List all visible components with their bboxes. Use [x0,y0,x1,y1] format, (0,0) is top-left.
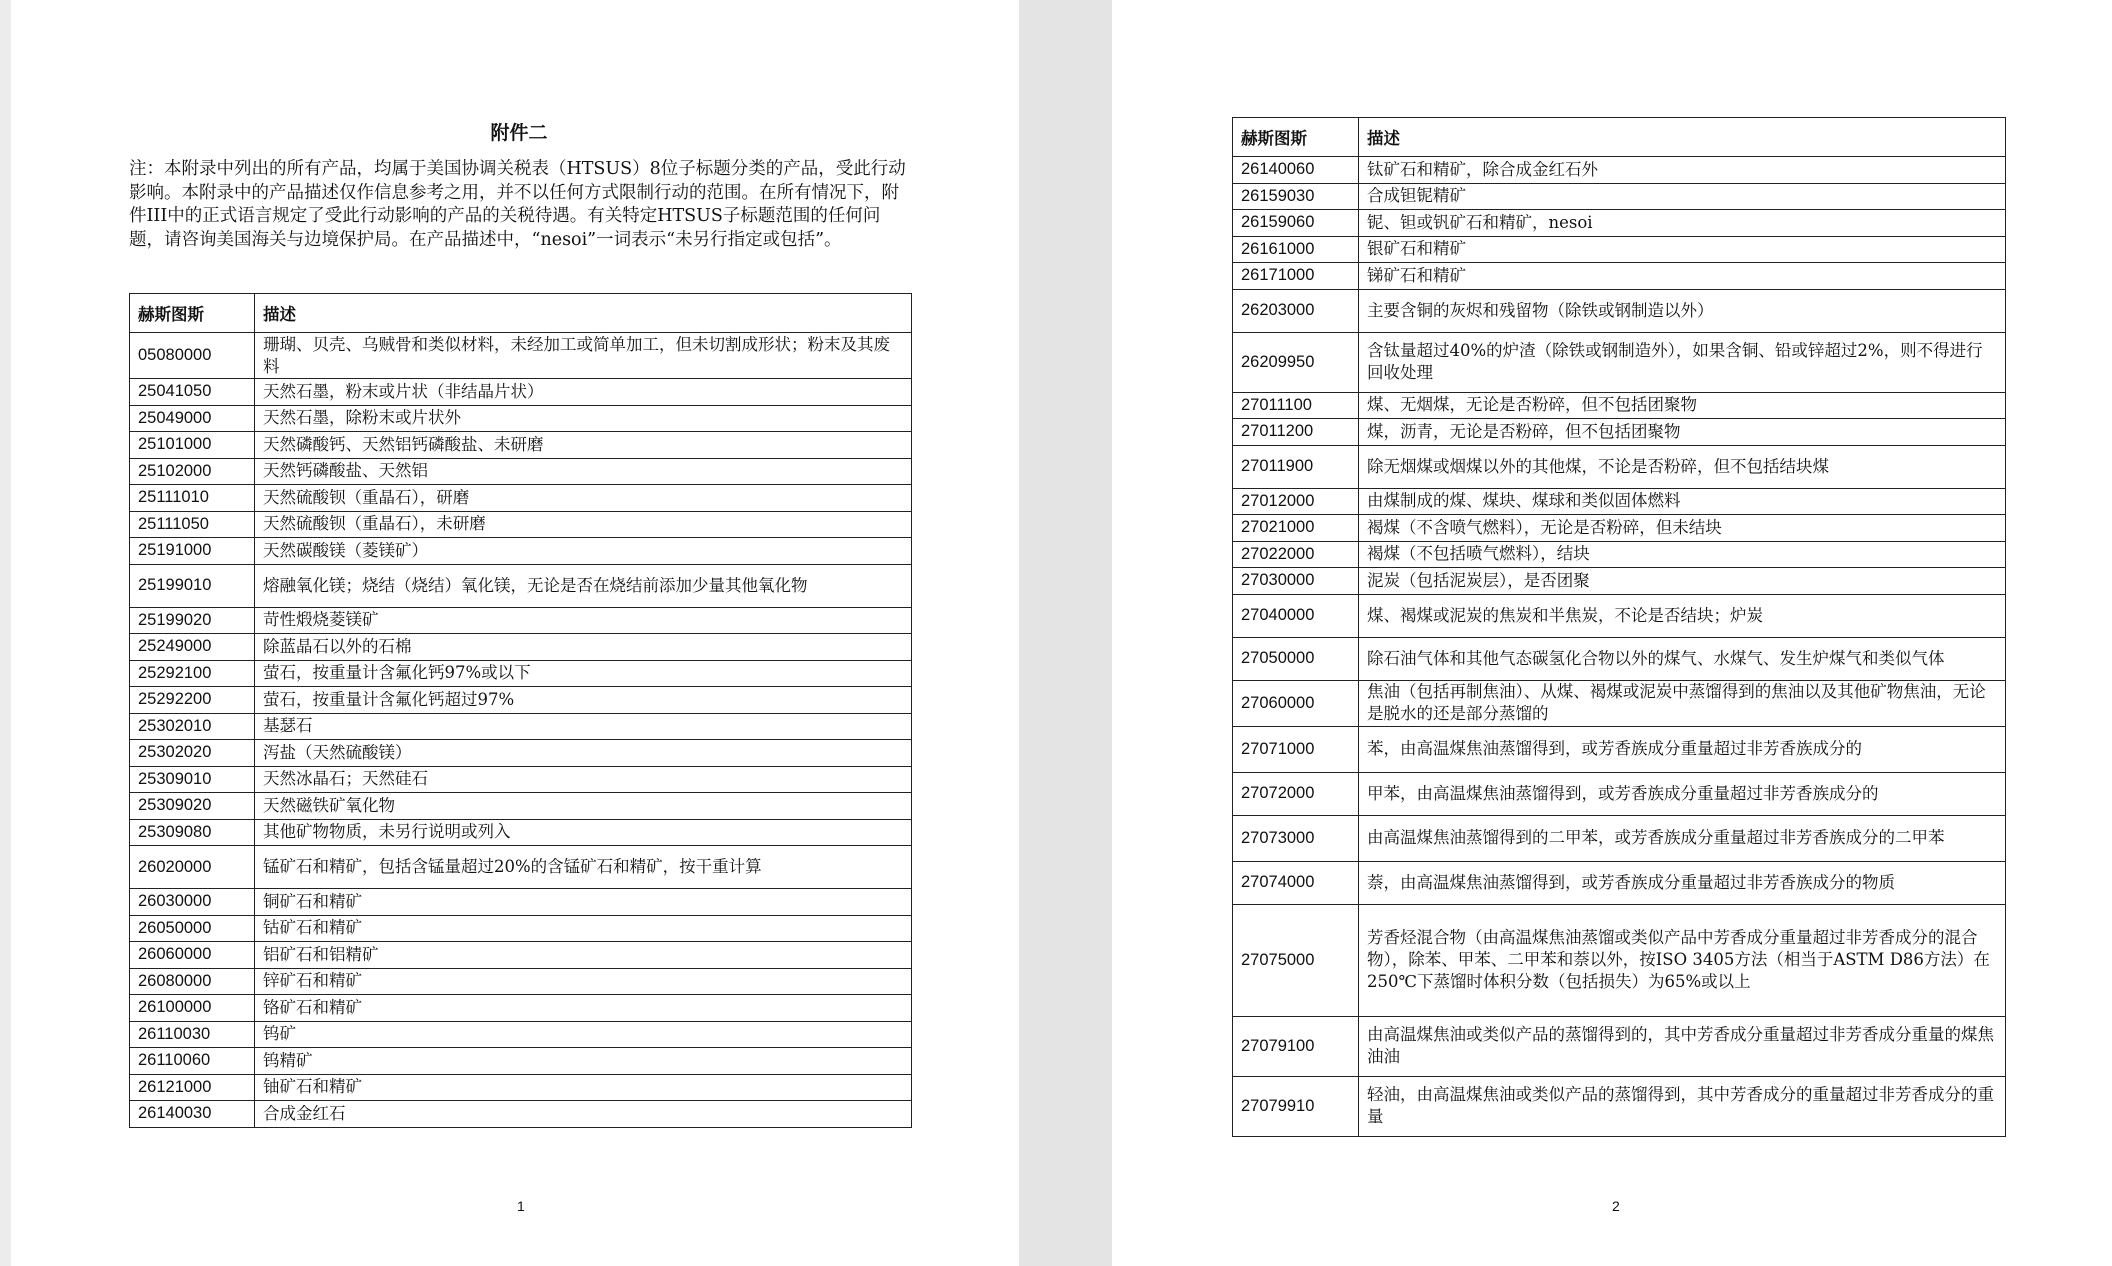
description-cell: 天然磁铁矿氧化物 [255,793,912,820]
table-row [130,432,912,459]
table-row [130,995,912,1022]
hts-code-cell: 25101000 [130,432,255,459]
description-cell: 天然硫酸钡（重晶石），未研磨 [255,511,912,538]
hts-code-cell: 26159030 [1233,183,1359,210]
hts-code-cell: 27060000 [1233,680,1359,726]
description-cell: 铬矿石和精矿 [255,995,912,1022]
table-row [130,915,912,942]
description-cell: 褐煤（不包括喷气燃料），结块 [1359,541,2006,568]
table-row [1233,263,2006,290]
table-row [1233,568,2006,595]
hts-code-cell: 26060000 [130,942,255,969]
table-row [1233,861,2006,904]
table-row [130,564,912,607]
hts-code-cell: 26110030 [130,1021,255,1048]
hts-code-cell: 26030000 [130,889,255,916]
description-cell: 萘，由高温煤焦油蒸馏得到，或芳香族成分重量超过非芳香族成分的物质 [1359,861,2006,904]
description-cell: 天然冰晶石；天然硅石 [255,766,912,793]
hts-code-cell: 05080000 [130,333,255,379]
description-cell: 轻油，由高温煤焦油或类似产品的蒸馏得到，其中芳香成分的重量超过非芳香成分的重量 [1359,1076,2006,1136]
hts-code-cell: 26050000 [130,915,255,942]
table-row [1233,515,2006,542]
table-row [1233,541,2006,568]
hts-code-cell: 27079910 [1233,1076,1359,1136]
table-row [130,634,912,661]
hts-code-cell: 27011100 [1233,392,1359,419]
table-row [130,485,912,512]
description-cell: 钴矿石和精矿 [255,915,912,942]
table-row [1233,392,2006,419]
description-cell: 钨矿 [255,1021,912,1048]
hts-code-cell: 27079100 [1233,1016,1359,1076]
hts-code-cell: 27040000 [1233,594,1359,637]
hts-code-cell: 26171000 [1233,263,1359,290]
hts-code-cell: 25309080 [130,819,255,846]
hts-code-cell: 26203000 [1233,289,1359,332]
hts-code-cell: 26140060 [1233,157,1359,184]
hts-code-cell: 26161000 [1233,236,1359,263]
table-row [130,766,912,793]
description-cell: 煤、褐煤或泥炭的焦炭和半焦炭，不论是否结块；炉炭 [1359,594,2006,637]
description-cell: 萤石，按重量计含氟化钙97%或以下 [255,660,912,687]
hts-code-cell: 27021000 [1233,515,1359,542]
hts-code-cell: 27075000 [1233,904,1359,1016]
table-row [1233,904,2006,1016]
description-cell: 锰矿石和精矿，包括含锰量超过20%的含锰矿石和精矿，按干重计算 [255,846,912,889]
description-cell: 其他矿物物质，未另行说明或列入 [255,819,912,846]
hts-code-cell: 27074000 [1233,861,1359,904]
description-cell: 芳香烃混合物（由高温煤焦油蒸馏或类似产品中芳香成分重量超过非芳香成分的混合物），除苯、甲苯、二甲苯和萘以外，按ISO 3405方法（相当于ASTM D86方法）在250℃下蒸馏时体积分数（包括损失）为65%或以上 [1359,904,2006,1016]
description-cell: 锑矿石和精矿 [1359,263,2006,290]
appendix-note: 注：本附录中列出的所有产品，均属于美国协调关税表（HTSUS）8位子标题分类的产品，受此行动影响。本附录中的产品描述仅作信息参考之用，并不以任何方式限制行动的范围。在所有情况下，附件III中的正式语言规定了受此行动影响的产品的关税待遇。有关特定HTSUS子标题范围的任何问题，请咨询美国海关与边境保护局。在产品描述中，“nesoi”一词表示“未另行指定或包括”。 [129,159,906,250]
table-row [130,687,912,714]
description-cell: 钛矿石和精矿，除合成金红石外 [1359,157,2006,184]
hts-code-cell: 26020000 [130,846,255,889]
hts-code-cell: 25111050 [130,511,255,538]
hts-code-cell: 25292100 [130,660,255,687]
description-cell: 含钛量超过40%的炉渣（除铁或钢制造外），如果含铜、铅或锌超过2%，则不得进行回收处理 [1359,332,2006,392]
table-row [130,1048,912,1075]
hts-code-cell: 26080000 [130,968,255,995]
table-row [130,713,912,740]
description-cell: 除无烟煤或烟煤以外的其他煤，不论是否粉碎，但不包括结块煤 [1359,445,2006,488]
description-cell: 由高温煤焦油或类似产品的蒸馏得到的，其中芳香成分重量超过非芳香成分重量的煤焦油油 [1359,1016,2006,1076]
hts-code-cell: 27011200 [1233,419,1359,446]
hts-code-cell: 27071000 [1233,726,1359,772]
hts-code-cell: 25041050 [130,379,255,406]
table-row [1233,1016,2006,1076]
table-row [130,1101,912,1128]
description-cell: 由煤制成的煤、煤块、煤球和类似固体燃料 [1359,488,2006,515]
table-row [130,379,912,406]
hts-code-cell: 25309020 [130,793,255,820]
table-row [130,607,912,634]
hts-code-cell: 27072000 [1233,772,1359,815]
description-cell: 煤，沥青，无论是否粉碎，但不包括团聚物 [1359,419,2006,446]
table-row [130,942,912,969]
description-cell: 钨精矿 [255,1048,912,1075]
hts-code-cell: 25302010 [130,713,255,740]
description-cell: 合成钽铌精矿 [1359,183,2006,210]
table-row [1233,289,2006,332]
description-cell: 天然磷酸钙、天然铝钙磷酸盐、未研磨 [255,432,912,459]
description-cell: 珊瑚、贝壳、乌贼骨和类似材料，未经加工或简单加工，但未切割成形状；粉末及其废料 [255,333,912,379]
description-cell: 铜矿石和精矿 [255,889,912,916]
table-row [1233,594,2006,637]
description-cell: 除蓝晶石以外的石棉 [255,634,912,661]
description-cell: 苯，由高温煤焦油蒸馏得到，或芳香族成分重量超过非芳香族成分的 [1359,726,2006,772]
description-cell: 萤石，按重量计含氟化钙超过97% [255,687,912,714]
hts-code-cell: 26100000 [130,995,255,1022]
table-row [1233,236,2006,263]
page-number: 1 [517,1198,525,1214]
document-page-1 [11,0,1019,1266]
htsus-table-page-2 [1232,117,2006,1137]
table-row [1233,815,2006,861]
description-cell: 泥炭（包括泥炭层），是否团聚 [1359,568,2006,595]
table-row [1233,488,2006,515]
table-row [1233,210,2006,237]
hts-code-cell: 25199010 [130,564,255,607]
table-header-row [130,294,912,333]
table-row [130,889,912,916]
hts-code-cell: 27073000 [1233,815,1359,861]
description-cell: 天然石墨，粉末或片状（非结晶片状） [255,379,912,406]
description-cell: 焦油（包括再制焦油）、从煤、褐煤或泥炭中蒸馏得到的焦油以及其他矿物焦油，无论是脱水的还是部分蒸馏的 [1359,680,2006,726]
table-row [1233,726,2006,772]
table-row [1233,445,2006,488]
table-row [130,660,912,687]
table-row [130,1074,912,1101]
table-row [1233,772,2006,815]
table-row [130,740,912,767]
viewer-margin [0,0,11,1266]
description-cell: 铀矿石和精矿 [255,1074,912,1101]
column-header-description: 描述 [1359,118,2006,157]
hts-code-cell: 25249000 [130,634,255,661]
htsus-table-page-1 [129,293,912,1128]
description-cell: 天然钙磷酸盐、天然铝 [255,458,912,485]
table-body [1233,157,2006,1137]
hts-code-cell: 25049000 [130,405,255,432]
hts-code-cell: 25309010 [130,766,255,793]
description-cell: 甲苯，由高温煤焦油蒸馏得到，或芳香族成分重量超过非芳香族成分的 [1359,772,2006,815]
hts-code-cell: 27050000 [1233,637,1359,680]
description-cell: 锌矿石和精矿 [255,968,912,995]
table-body [130,333,912,1128]
table-row [130,793,912,820]
table-header-row [1233,118,2006,157]
page-number: 2 [1612,1198,1620,1214]
hts-code-cell: 27022000 [1233,541,1359,568]
table-row [1233,419,2006,446]
table-row [1233,332,2006,392]
description-cell: 煤、无烟煤，无论是否粉碎，但不包括团聚物 [1359,392,2006,419]
table-row [1233,157,2006,184]
table-row [130,333,912,379]
hts-code-cell: 27011900 [1233,445,1359,488]
column-header-description: 描述 [255,294,912,333]
table-row [1233,680,2006,726]
hts-code-cell: 27012000 [1233,488,1359,515]
hts-code-cell: 25302020 [130,740,255,767]
description-cell: 天然石墨，除粉末或片状外 [255,405,912,432]
description-cell: 基瑟石 [255,713,912,740]
table-row [1233,1076,2006,1136]
description-cell: 天然硫酸钡（重晶石），研磨 [255,485,912,512]
table-row [130,846,912,889]
description-cell: 泻盐（天然硫酸镁） [255,740,912,767]
column-header-code: 赫斯图斯 [130,294,255,333]
table-row [130,538,912,565]
hts-code-cell: 25199020 [130,607,255,634]
hts-code-cell: 26159060 [1233,210,1359,237]
description-cell: 由高温煤焦油蒸馏得到的二甲苯，或芳香族成分重量超过非芳香族成分的二甲苯 [1359,815,2006,861]
hts-code-cell: 26209950 [1233,332,1359,392]
table-row [130,819,912,846]
document-page-2 [1112,0,2112,1266]
table-row [130,968,912,995]
description-cell: 银矿石和精矿 [1359,236,2006,263]
hts-code-cell: 26121000 [130,1074,255,1101]
hts-code-cell: 26140030 [130,1101,255,1128]
description-cell: 除石油气体和其他气态碳氢化合物以外的煤气、水煤气、发生炉煤气和类似气体 [1359,637,2006,680]
table-row [1233,637,2006,680]
hts-code-cell: 27030000 [1233,568,1359,595]
table-row [1233,183,2006,210]
page-gap [1019,0,1112,1266]
column-header-code: 赫斯图斯 [1233,118,1359,157]
table-row [130,405,912,432]
description-cell: 苛性煅烧菱镁矿 [255,607,912,634]
table-row [130,458,912,485]
hts-code-cell: 25292200 [130,687,255,714]
description-cell: 天然碳酸镁（菱镁矿） [255,538,912,565]
description-cell: 铌、钽或钒矿石和精矿，nesoi [1359,210,2006,237]
appendix-title: 附件二 [490,122,548,144]
table-row [130,1021,912,1048]
hts-code-cell: 25102000 [130,458,255,485]
hts-code-cell: 26110060 [130,1048,255,1075]
description-cell: 褐煤（不含喷气燃料），无论是否粉碎，但未结块 [1359,515,2006,542]
table-row [130,511,912,538]
description-cell: 主要含铜的灰烬和残留物（除铁或钢制造以外） [1359,289,2006,332]
description-cell: 熔融氧化镁；烧结（烧结）氧化镁，无论是否在烧结前添加少量其他氧化物 [255,564,912,607]
hts-code-cell: 25191000 [130,538,255,565]
description-cell: 合成金红石 [255,1101,912,1128]
description-cell: 铝矿石和铝精矿 [255,942,912,969]
hts-code-cell: 25111010 [130,485,255,512]
